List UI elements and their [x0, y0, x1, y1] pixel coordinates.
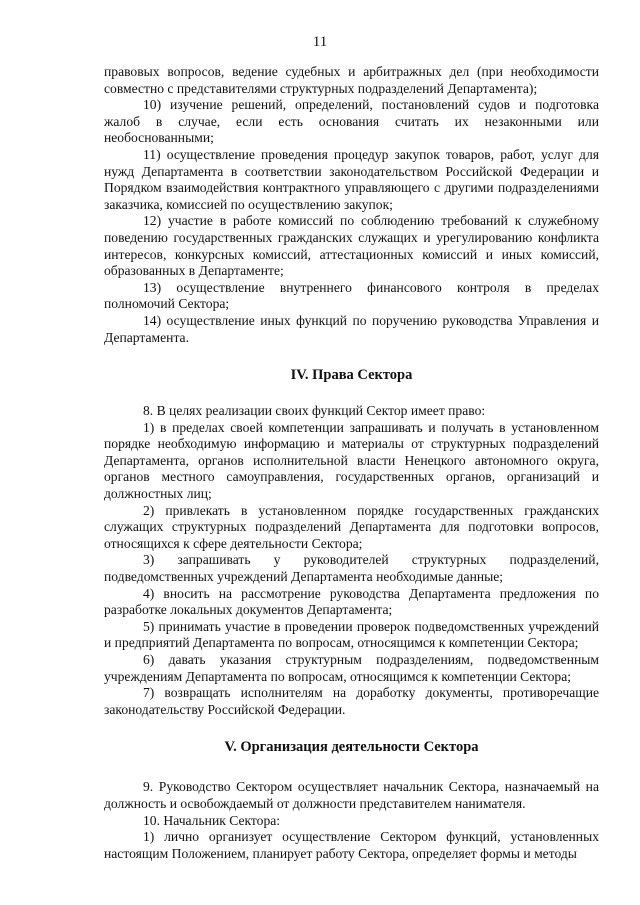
document-body	[104, 64, 599, 862]
paragraph: 2) привлекать в установленном порядке государственных гражданских служащих структурных подразделений Департамента для подготовки вопросов, относящихся к сфере деятельности Сектора;	[104, 502, 599, 551]
section-heading-organization: V. Организация деятельности Сектора	[224, 739, 479, 756]
page-number: 11	[312, 34, 328, 50]
paragraph: 11) осуществление проведения процедур закупок товаров, работ, услуг для нужд Департамента в соответствии законодательством Российской Федерации и Порядком взаимодействия контрактного управляющего с другими подразделениями заказчика, комиссией по осуществлению закупок;	[104, 146, 599, 212]
paragraph: 1) лично организует осуществление Сектором функций, установленных настоящим Положением, планирует работу Сектора, определяет формы и методы	[104, 829, 599, 861]
paragraph: 13) осуществление внутреннего финансового контроля в пределах полномочий Сектора;	[104, 279, 599, 312]
paragraph: 12) участие в работе комиссий по соблюдению требований к служебному поведению государственных гражданских служащих и урегулированию конфликта интересов, конкурсных комиссий, аттестационных комиссий и иных комиссий, образованных в Департаменте;	[104, 213, 599, 279]
paragraph: 10. Начальник Сектора:	[143, 812, 281, 828]
paragraph: 10) изучение решений, определений, постановлений судов и подготовка жалоб в случае, если есть основания считать их незаконными или необоснованными;	[104, 97, 599, 146]
paragraph: 6) давать указания структурным подразделениям, подведомственным учреждениям Департамента по вопросам, относящимся к компетенции Сектора;	[104, 652, 599, 684]
paragraph: 4) вносить на рассмотрение руководства Департамента предложения по разработке локальных документов Департамента;	[104, 585, 599, 618]
paragraph: 7) возвращать исполнителям на доработку документы, противоречащие законодательству Российской Федерации.	[104, 685, 599, 717]
section-heading-rights: IV. Права Сектора	[290, 367, 413, 384]
paragraph: 5) принимать участие в проведении проверок подведомственных учреждений и предприятий Департамента по вопросам, относящимся к компетенции Сектора;	[104, 618, 599, 651]
paragraph: 1) в пределах своей компетенции запрашивать и получать в установленном порядке необходимую информацию и материалы от структурных подразделений Департамента, органов исполнительной власти Ненецкого автономного округа, органов местного самоуправления, государственных органов, организаций и должностных лиц;	[104, 419, 599, 502]
paragraph: 8. В целях реализации своих функций Сектор имеет право:	[143, 403, 486, 419]
paragraph: 3) запрашивать у руководителей структурных подразделений, подведомственных учреждений Департамента необходимые данные;	[104, 552, 599, 585]
paragraph: 9. Руководство Сектором осуществляет начальник Сектора, назначаемый на должность и освобождаемый от должности представителем нанимателя.	[104, 779, 599, 811]
paragraph: правовых вопросов, ведение судебных и арбитражных дел (при необходимости совместно с представителями структурных подразделений Департамента);	[104, 64, 599, 96]
paragraph: 14) осуществление иных функций по поручению руководства Управления и Департамента.	[104, 312, 599, 345]
